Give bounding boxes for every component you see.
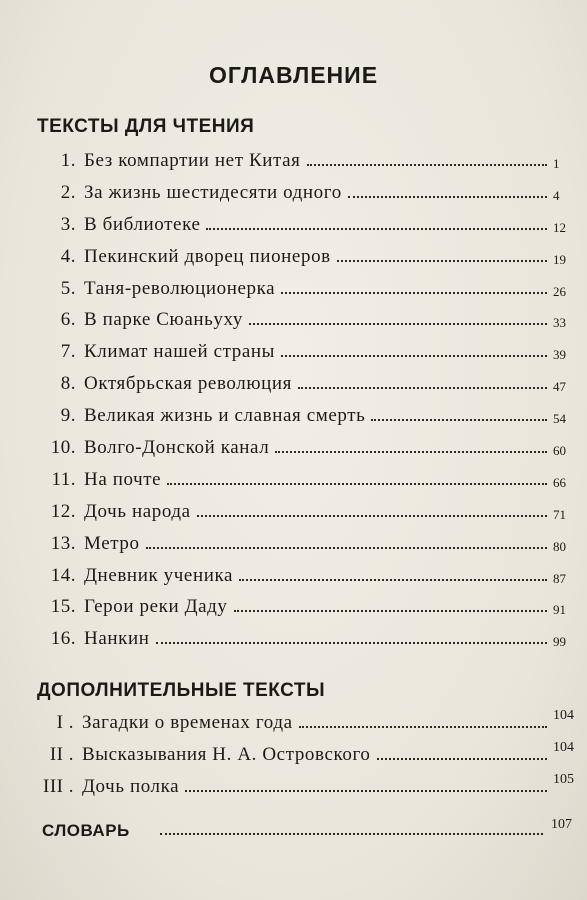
leader-dots bbox=[156, 642, 548, 644]
toc-entry bbox=[0, 469, 587, 501]
entry-page-number: 104 bbox=[553, 739, 574, 755]
page-title: ОГЛАВЛЕНИЕ bbox=[208, 62, 379, 88]
entry-body bbox=[80, 501, 553, 523]
entry-title: Без компартии нет Китая bbox=[84, 150, 301, 171]
entry-body bbox=[80, 214, 553, 236]
leader-dots bbox=[307, 164, 547, 166]
entry-title: Великая жизнь и славная смерть bbox=[84, 405, 366, 427]
toc-entry bbox=[0, 246, 587, 278]
leader-dots bbox=[298, 387, 547, 389]
entry-title: Метро bbox=[84, 532, 140, 554]
entry-number: 3. bbox=[60, 213, 76, 235]
dictionary-entry bbox=[0, 817, 587, 841]
entry-title: Высказывания Н. А. Островского bbox=[82, 743, 371, 765]
entry-page-number: 19 bbox=[553, 251, 566, 267]
entry-number: 7. bbox=[60, 341, 76, 363]
supplementary-texts-heading: ДОПОЛНИТЕЛЬНЫЕ ТЕКСТЫ bbox=[37, 680, 326, 701]
entry-number: 15. bbox=[50, 596, 76, 618]
toc-entry bbox=[0, 708, 587, 744]
entry-page-number: 33 bbox=[553, 315, 566, 331]
entry-page-number: 66 bbox=[553, 474, 566, 490]
entry-number: 1. bbox=[60, 150, 76, 171]
leader-dots bbox=[377, 758, 547, 760]
entry-number: 5. bbox=[60, 277, 76, 299]
entry-body bbox=[80, 150, 553, 172]
leader-dots bbox=[206, 228, 547, 230]
entry-number: 9. bbox=[60, 405, 76, 427]
leader-dots bbox=[185, 790, 547, 792]
reading-texts-heading: ТЕКСТЫ ДЛЯ ЧТЕНИЯ bbox=[37, 116, 255, 137]
entry-number: 8. bbox=[60, 373, 76, 395]
leader-dots bbox=[281, 355, 547, 357]
entry-body bbox=[80, 628, 553, 650]
entry-body bbox=[80, 596, 553, 618]
entry-body bbox=[80, 373, 553, 395]
entry-body bbox=[80, 533, 553, 555]
entry-body bbox=[80, 246, 553, 268]
entry-page-number: 4 bbox=[553, 187, 560, 203]
entry-number: 10. bbox=[50, 437, 76, 459]
entry-body bbox=[78, 712, 553, 734]
entry-body bbox=[80, 565, 553, 587]
entry-title: Дневник ученика bbox=[84, 564, 234, 586]
entry-page-number: 47 bbox=[553, 379, 566, 395]
entry-page-number: 39 bbox=[553, 347, 566, 363]
entry-title: В парке Сюаньуху bbox=[84, 309, 243, 331]
toc-entry bbox=[0, 182, 587, 214]
supplementary-texts-list bbox=[0, 708, 587, 808]
dictionary-label: СЛОВАРЬ bbox=[42, 821, 130, 840]
toc-entry bbox=[0, 501, 587, 533]
toc-entry bbox=[0, 533, 587, 565]
entry-body bbox=[78, 744, 553, 766]
entry-number: 16. bbox=[50, 628, 76, 650]
reading-texts-list bbox=[0, 150, 587, 660]
entry-body bbox=[80, 341, 553, 363]
entry-title: Октябрьская революция bbox=[84, 373, 292, 395]
entry-page-number: 104 bbox=[553, 708, 574, 723]
entry-page-number: 87 bbox=[553, 570, 566, 586]
toc-entry bbox=[0, 596, 587, 628]
entry-number: I . bbox=[56, 712, 74, 733]
toc-entry bbox=[0, 771, 587, 808]
entry-title: Волго-Донской канал bbox=[84, 437, 270, 459]
entry-number: 11. bbox=[51, 468, 76, 490]
entry-title: Герои реки Даду bbox=[84, 596, 228, 618]
toc-entry bbox=[0, 214, 587, 246]
entry-title: Дочь полка bbox=[82, 775, 180, 797]
leader-dots bbox=[160, 833, 543, 835]
entry-page-number: 60 bbox=[553, 443, 566, 459]
entry-title: Пекинский дворец пионеров bbox=[84, 245, 331, 267]
entry-number: 14. bbox=[50, 564, 76, 586]
toc-entry bbox=[0, 628, 587, 660]
leader-dots bbox=[167, 483, 547, 485]
entry-title: Нанкин bbox=[84, 628, 150, 650]
entry-body bbox=[80, 469, 553, 491]
leader-dots bbox=[337, 260, 547, 262]
entry-page-number: 91 bbox=[553, 602, 566, 618]
entry-title: Климат нашей страны bbox=[84, 341, 276, 363]
leader-dots bbox=[281, 292, 547, 294]
toc-entry bbox=[0, 150, 587, 182]
leader-dots bbox=[275, 451, 547, 453]
toc-entry bbox=[0, 565, 587, 597]
toc-entry bbox=[0, 278, 587, 310]
entry-number: 6. bbox=[60, 309, 76, 331]
entry-page-number: 54 bbox=[553, 411, 566, 427]
leader-dots bbox=[371, 419, 547, 421]
entry-title: Загадки о временах года bbox=[82, 712, 293, 733]
entry-number: 2. bbox=[60, 181, 76, 203]
toc-entry bbox=[0, 739, 587, 776]
entry-page-number: 12 bbox=[553, 219, 566, 235]
leader-dots bbox=[197, 515, 547, 517]
entry-title: На почте bbox=[84, 468, 162, 490]
dictionary-page-number: 107 bbox=[551, 817, 572, 832]
leader-dots bbox=[249, 323, 547, 325]
entry-body bbox=[80, 309, 553, 331]
entry-page-number: 80 bbox=[553, 538, 566, 554]
entry-page-number: 105 bbox=[553, 771, 574, 787]
entry-title: Таня-революционерка bbox=[84, 277, 276, 299]
entry-number: 13. bbox=[50, 532, 76, 554]
entry-title: Дочь народа bbox=[84, 500, 191, 522]
toc-entry bbox=[0, 437, 587, 469]
entry-title: За жизнь шестидесяти одного bbox=[84, 181, 342, 203]
toc-entry bbox=[0, 309, 587, 341]
entry-body bbox=[80, 405, 553, 427]
leader-dots bbox=[234, 610, 547, 612]
entry-body bbox=[80, 278, 553, 300]
entry-page-number: 26 bbox=[553, 283, 566, 299]
entry-page-number: 1 bbox=[553, 156, 560, 171]
toc-entry bbox=[0, 405, 587, 437]
entry-page-number: 99 bbox=[553, 634, 566, 650]
entry-number: 4. bbox=[60, 245, 76, 267]
leader-dots bbox=[239, 579, 547, 581]
toc-entry bbox=[0, 341, 587, 373]
entry-number: II . bbox=[49, 743, 74, 765]
leader-dots bbox=[146, 547, 547, 549]
entry-body bbox=[80, 182, 553, 204]
entry-number: III . bbox=[43, 775, 74, 797]
toc-entry bbox=[0, 373, 587, 405]
leader-dots bbox=[348, 196, 547, 198]
leader-dots bbox=[299, 726, 547, 728]
entry-body bbox=[80, 437, 553, 459]
entry-body bbox=[78, 776, 553, 798]
entry-page-number: 71 bbox=[553, 506, 566, 522]
entry-number: 12. bbox=[50, 500, 76, 522]
entry-title: В библиотеке bbox=[84, 213, 201, 235]
